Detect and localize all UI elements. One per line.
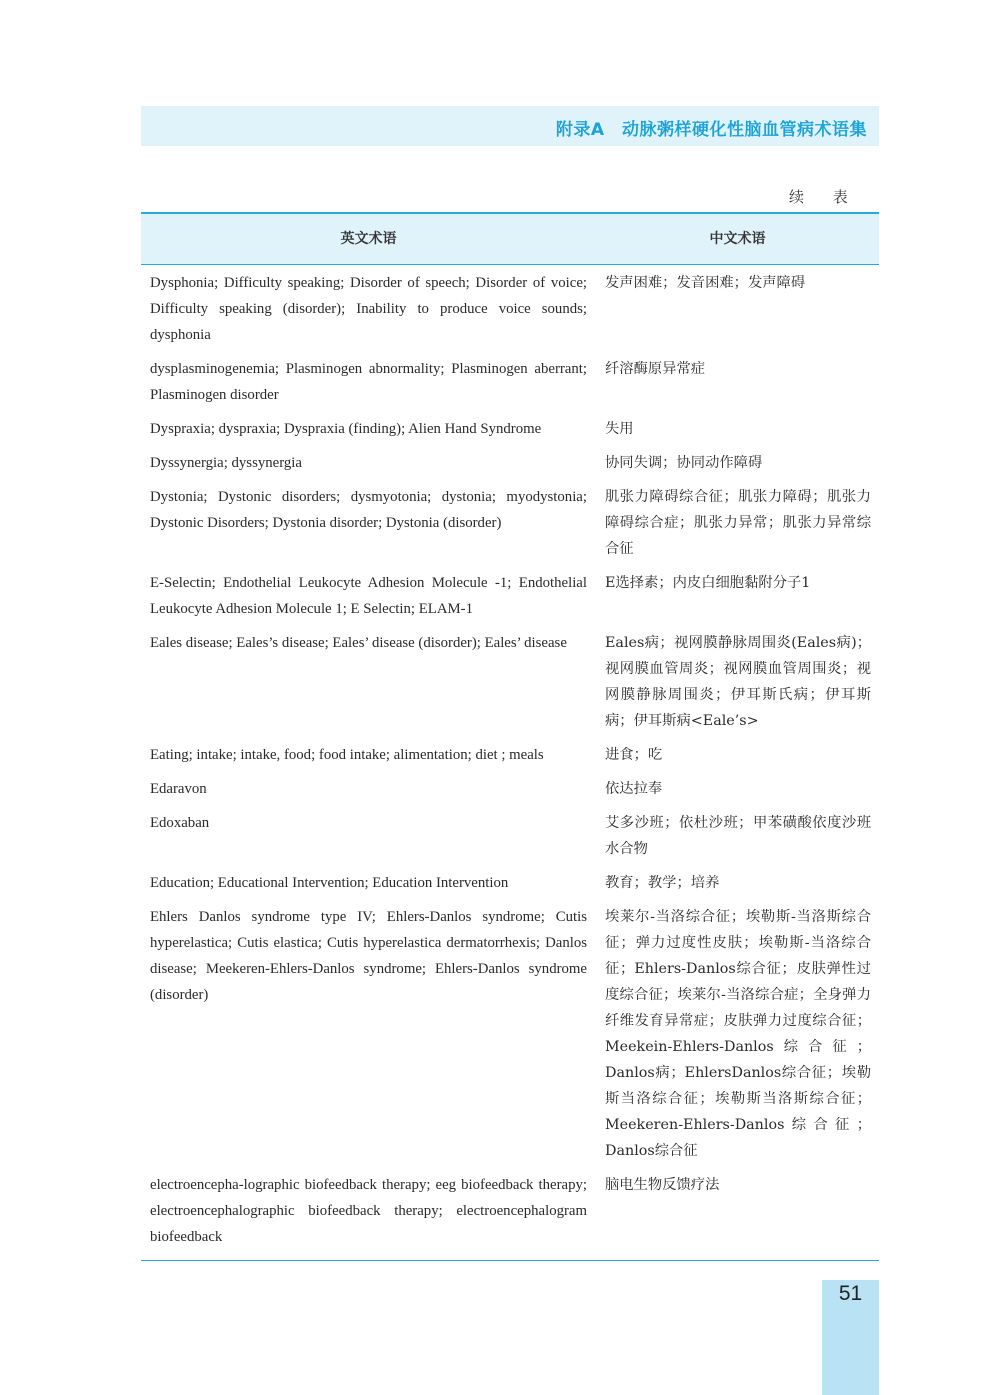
chinese-term: 依达拉奉: [605, 781, 663, 797]
chinese-term: 教育；教学；培养: [605, 875, 720, 891]
terminology-table: [141, 212, 879, 1261]
table-row: [141, 356, 879, 408]
chinese-term: 纤溶酶原异常症: [605, 361, 706, 377]
table-row: [141, 1172, 879, 1250]
table-row: [141, 904, 879, 1164]
english-term: Ehlers Danlos syndrome type IV; Ehlers-Danlos syndrome; Cutis hyperelastica; Cutis elastica; Cutis hyperelastica dermatorrhexis; Danlos disease; Meekeren-Ehlers-Danlos syndrome; Ehlers-Danlos syndrome (disorder): [150, 909, 587, 1003]
table-row: [141, 776, 879, 802]
english-term: Eating; intake; intake, food; food intake; alimentation; diet ; meals: [150, 747, 544, 763]
english-term: Education; Educational Intervention; Education Intervention: [150, 875, 509, 891]
table-row: [141, 742, 879, 768]
table-row: [141, 810, 879, 862]
english-term: Dyspraxia; dyspraxia; Dyspraxia (finding); Alien Hand Syndrome: [150, 421, 542, 437]
page-number: 51: [838, 1282, 863, 1305]
column-header-english: 英文术语: [340, 231, 397, 247]
english-term: Edoxaban: [150, 815, 210, 831]
english-term: Dysphonia; Difficulty speaking; Disorder of speech; Disorder of voice; Difficulty speaking (disorder); Inability to produce voice sounds; dysphonia: [150, 275, 587, 343]
chinese-term: 埃莱尔-当洛综合征；埃勒斯-当洛斯综合征；弹力过度性皮肤；埃勒斯-当洛综合征；Ehlers-Danlos综合征；皮肤弹性过度综合征；埃莱尔-当洛综合症；全身弹力纤维发育异常症；皮肤弹力过度综合征；Meekein-Ehlers-Danlos综合征；Danlos病；EhlersDanlos综合征；埃勒斯当洛综合征；埃勒斯当洛斯综合征；Meekeren-Ehlers-Danlos综合征；Danlos综合征: [605, 909, 871, 1159]
chinese-term: 发声困难；发音困难；发声障碍: [605, 275, 806, 291]
table-row: [141, 450, 879, 476]
english-term: Dystonia; Dystonic disorders; dysmyotonia; dystonia; myodystonia; Dystonic Disorders; Dystonia disorder; Dystonia (disorder): [150, 489, 587, 531]
chinese-term: 进食；吃: [605, 747, 663, 763]
chinese-term: 肌张力障碍综合征；肌张力障碍；肌张力障碍综合症；肌张力异常；肌张力异常综合征: [605, 489, 871, 557]
chinese-term: 艾多沙班；依杜沙班；甲苯磺酸依度沙班水合物: [605, 815, 871, 857]
chinese-term: Eales病；视网膜静脉周围炎(Eales病)；视网膜血管周炎；视网膜血管周围炎；视网膜静脉周围炎；伊耳斯氏病；伊耳斯病；伊耳斯病<Eale’s>: [605, 635, 871, 729]
table-row: [141, 484, 879, 562]
english-term: Edaravon: [150, 781, 207, 797]
table-body: [141, 265, 879, 1260]
table-header: [141, 214, 879, 265]
table-row: [141, 870, 879, 896]
english-term: dysplasminogenemia; Plasminogen abnormality; Plasminogen aberrant; Plasminogen disorder: [150, 361, 587, 403]
page-number-tab: [822, 1280, 879, 1395]
running-header: [141, 106, 879, 146]
table-row: [141, 416, 879, 442]
chinese-term: 脑电生物反馈疗法: [605, 1177, 720, 1193]
continued-label: 续 表: [789, 188, 860, 206]
column-header-chinese: 中文术语: [709, 231, 766, 247]
table-row: [141, 270, 879, 348]
english-term: Dyssynergia; dyssynergia: [150, 455, 302, 471]
chinese-term: 失用: [605, 421, 634, 437]
table-row: [141, 630, 879, 734]
english-term: Eales disease; Eales’s disease; Eales’ disease (disorder); Eales’ disease: [150, 635, 567, 651]
english-term: electroencepha-lographic biofeedback therapy; eeg biofeedback therapy; electroencephalographic biofeedback therapy; electroencephalogram biofeedback: [150, 1177, 587, 1245]
chinese-term: 协同失调；协同动作障碍: [605, 455, 763, 471]
table-row: [141, 570, 879, 622]
running-header-title: 附录A 动脉粥样硬化性脑血管病术语集: [555, 120, 867, 140]
chinese-term: E选择素；内皮白细胞黏附分子1: [605, 575, 811, 591]
english-term: E-Selectin; Endothelial Leukocyte Adhesion Molecule -1; Endothelial Leukocyte Adhesion Molecule 1; E Selectin; ELAM-1: [150, 575, 587, 617]
